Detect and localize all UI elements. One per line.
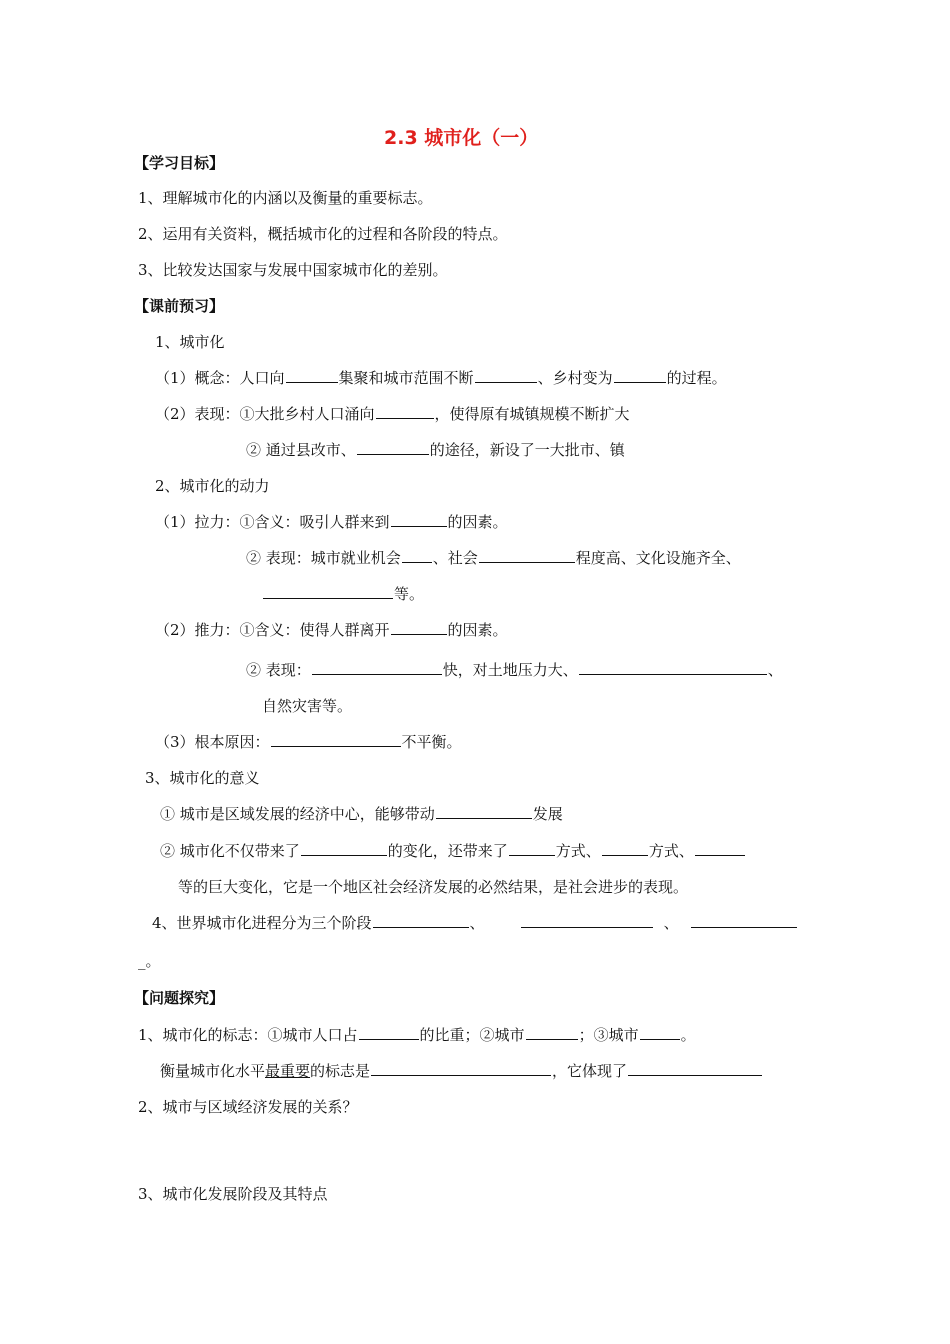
- preview-s3-2: ② 城市化不仅带来了 的变化，还带来了 方式、 方式、: [160, 841, 746, 861]
- blank[interactable]: [263, 584, 393, 599]
- preview-s2-2c: 自然灾害等。: [262, 697, 353, 715]
- preview-s2-2b: ② 表现： 快，对土地压力大、 、: [246, 661, 783, 679]
- page-title: 2.3 城市化（一）: [384, 127, 539, 149]
- preview-s4-end: _。: [138, 952, 161, 970]
- blank[interactable]: [628, 1061, 762, 1076]
- inquiry-q3: 3、城市化发展阶段及其特点: [138, 1185, 328, 1203]
- blank[interactable]: [691, 913, 797, 928]
- blank[interactable]: [402, 548, 432, 563]
- blank[interactable]: [436, 804, 532, 819]
- preview-s3-3: 等的巨大变化，它是一个地区社会经济发展的必然结果，是社会进步的表现。: [178, 878, 689, 896]
- heading-goals: 【学习目标】: [134, 154, 225, 172]
- inquiry-q2: 2、城市与区域经济发展的关系？: [138, 1098, 358, 1116]
- blank[interactable]: [301, 841, 387, 856]
- heading-inquiry: 【问题探究】: [134, 989, 225, 1007]
- blank[interactable]: [312, 660, 442, 675]
- goal-item-1: 1、理解城市化的内涵以及衡量的重要标志。: [138, 189, 433, 207]
- preview-s2-1b: ② 表现：城市就业机会 、社会 程度高、文化设施齐全、: [246, 549, 741, 567]
- inquiry-q1a: 1、城市化的标志：①城市人口占 的比重；②城市 ；③城市 。: [138, 1026, 696, 1044]
- blank[interactable]: [373, 913, 469, 928]
- blank[interactable]: [521, 913, 653, 928]
- preview-s1-1: （1）概念：人口向 集聚和城市范围不断 、乡村变为 的过程。: [155, 369, 727, 387]
- blank[interactable]: [695, 841, 745, 856]
- blank[interactable]: [579, 660, 767, 675]
- preview-s3-1: ① 城市是区域发展的经济中心，能够带动 发展: [160, 805, 563, 823]
- preview-s3: 3、城市化的意义: [145, 769, 260, 787]
- blank[interactable]: [359, 1025, 419, 1040]
- blank[interactable]: [357, 440, 429, 455]
- blank[interactable]: [509, 841, 555, 856]
- preview-s2-3: （3）根本原因： 不平衡。: [155, 733, 462, 751]
- preview-s2-1c: 等。: [262, 584, 424, 604]
- blank[interactable]: [271, 732, 401, 747]
- blank[interactable]: [526, 1025, 578, 1040]
- blank[interactable]: [391, 620, 447, 635]
- goal-item-2: 2、运用有关资料，概括城市化的过程和各阶段的特点。: [138, 225, 508, 243]
- preview-s2-1a: （1）拉力：①含义：吸引人群来到 的因素。: [155, 513, 508, 531]
- preview-s1: 1、城市化: [155, 333, 225, 351]
- blank[interactable]: [614, 368, 666, 383]
- emphasis-text: 最重要: [265, 1062, 311, 1080]
- preview-s1-2a: （2）表现：①大批乡村人口涌向 ，使得原有城镇规模不断扩大: [155, 405, 630, 423]
- blank[interactable]: [376, 404, 434, 419]
- preview-s2-2a: （2）推力：①含义：使得人群离开 的因素。: [155, 621, 508, 639]
- blank[interactable]: [479, 548, 575, 563]
- blank[interactable]: [475, 368, 537, 383]
- blank[interactable]: [602, 841, 648, 856]
- heading-preview: 【课前预习】: [134, 297, 225, 315]
- goal-item-3: 3、比较发达国家与发展中国家城市化的差别。: [138, 261, 448, 279]
- preview-s4: 4、世界城市化进程分为三个阶段 、 、: [152, 913, 798, 933]
- blank[interactable]: [640, 1025, 680, 1040]
- blank[interactable]: [391, 512, 447, 527]
- inquiry-q1b: 衡量城市化水平最重要的标志是 ，它体现了: [160, 1061, 763, 1081]
- preview-s1-2b: ② 通过县改市、 的途径，新设了一大批市、镇: [246, 441, 625, 459]
- blank[interactable]: [286, 368, 338, 383]
- blank[interactable]: [371, 1061, 551, 1076]
- preview-s2: 2、城市化的动力: [155, 477, 270, 495]
